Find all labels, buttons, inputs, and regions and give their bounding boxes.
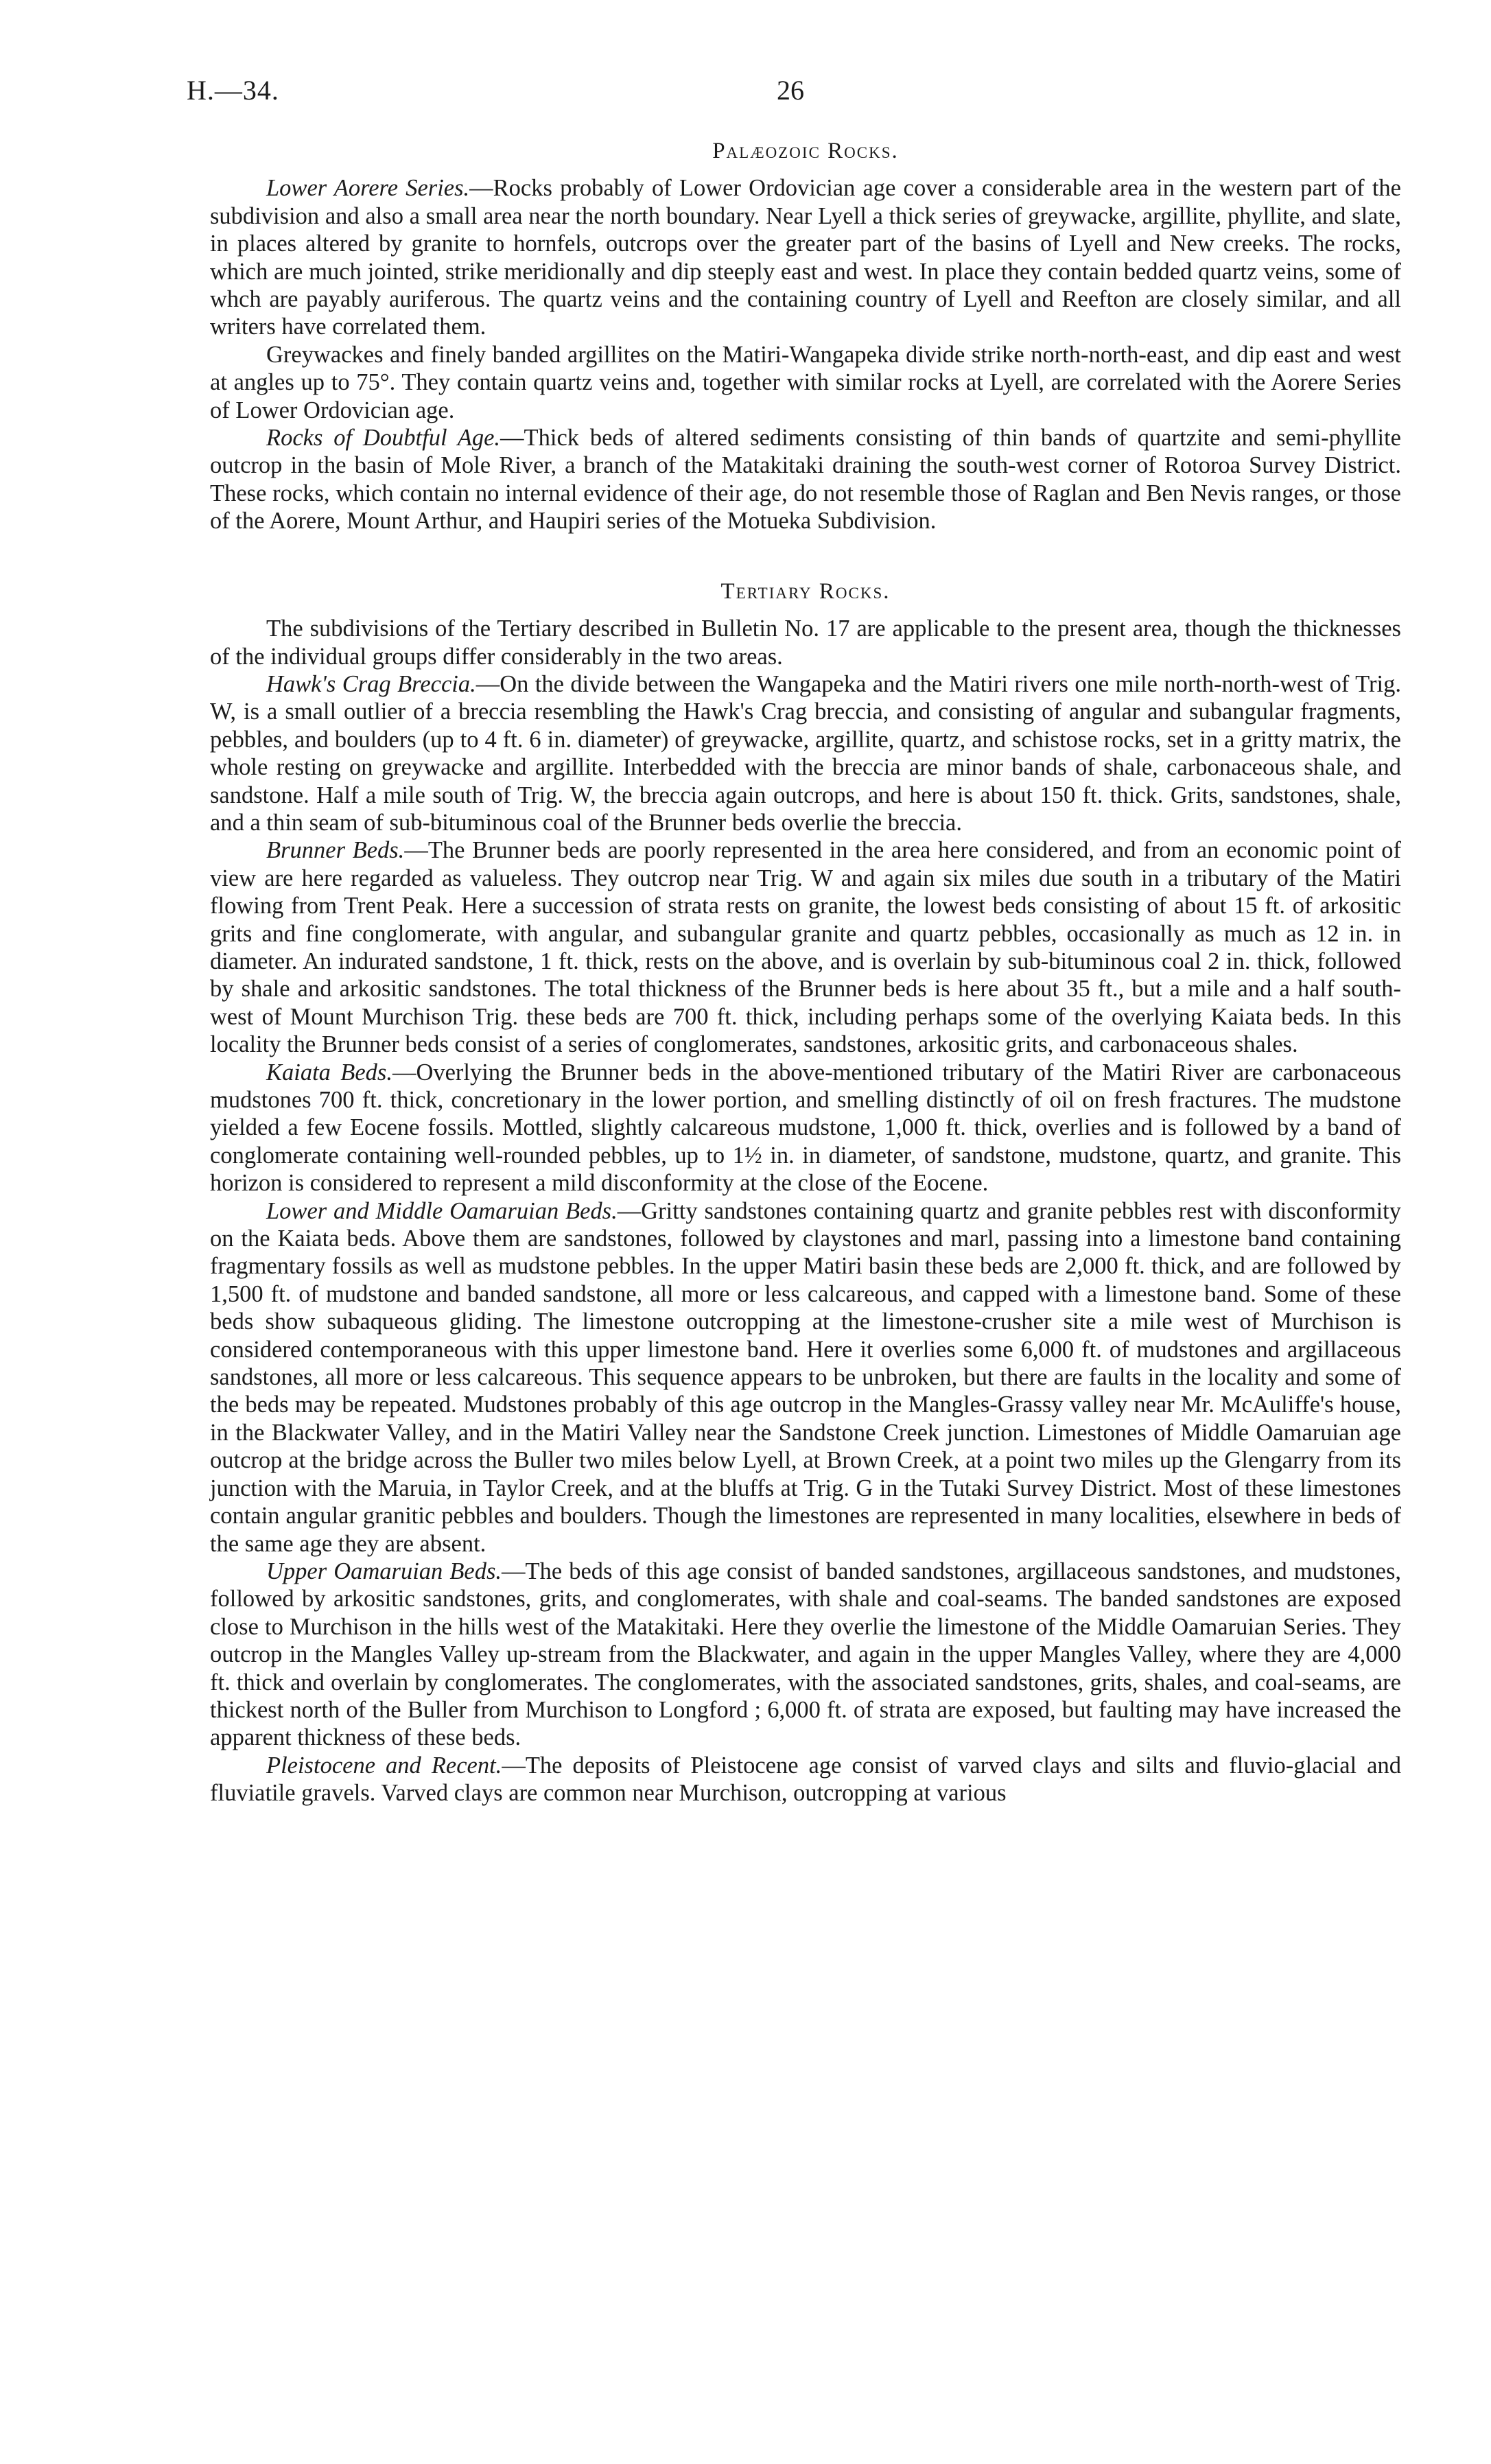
paragraph-hawks-crag <box>210 670 1401 836</box>
section-heading-palaeozoic: Palæozoic Rocks. <box>712 139 899 163</box>
paragraph-text: —The beds of this age consist of banded sandstones, argillaceous sandstones, and mudstones, followed by arkositic sandstones, grits, and conglomerates, with shale and coal-seams. The banded sandstones are exposed close to Murchison in the hills west of the Matakitaki. Here they overlie the limestone of the Middle Oamaruian Series. They outcrop in the Mangles Valley up-stream from the Blackwater, and again in the upper Mangles Valley, where they are 4,000 ft. thick and overlain by conglomerates. The conglomerates, with the associated sandstones, grits, shales, and coal-seams, are thickest north of the Buller from Murchison to Longford ; 6,000 ft. of strata are exposed, but faulting may have increased the apparent thickness of these beds. <box>210 1558 1401 1751</box>
paragraph-lead: Hawk's Crag Breccia. <box>266 670 476 697</box>
paragraph-text: Greywackes and finely banded argillites on the Matiri-Wangapeka divide strike north-north-east, and dip east and west at angles up to 75°. They contain quartz veins and, together with similar rocks at Lyell, are correlated with the Aorere Series of Lower Ordovician age. <box>210 341 1401 423</box>
paragraph-text: —On the divide between the Wangapeka and the Matiri rivers one mile north-north-west of Trig. W, is a small outlier of a breccia resembling the Hawk's Crag breccia, and consisting of angular and subangular fragments, pebbles, and boulders (up to 4 ft. 6 in. diameter) of greywacke, argillite, quartz, and schistose rocks, set in a gritty matrix, the whole resting on greywacke and argillite. Interbedded with the breccia are minor bands of shale, carbonaceous shale, and sandstone. Half a mile south of Trig. W, the breccia again outcrops, and here is about 150 ft. thick. Grits, sandstones, shale, and a thin seam of sub-bituminous coal of the Brunner beds overlie the breccia. <box>210 670 1401 836</box>
paragraph-lead: Rocks of Doubtful Age. <box>266 425 501 451</box>
paragraph-kaiata-beds <box>210 1059 1401 1197</box>
paragraph-lead: Kaiata Beds. <box>266 1059 392 1086</box>
paragraph-tertiary-intro <box>210 615 1401 670</box>
paragraph-text: —Overlying the Brunner beds in the above-mentioned tributary of the Matiri River are carbonaceous mudstones 700 ft. thick, concretionary in the lower portion, and smelling distinctly of oil on fresh fractures. The mudstone yielded a few Eocene fossils. Mottled, slightly calcareous mudstone, 1,000 ft. thick, overlies and is followed by a band of conglomerate containing well-rounded pebbles, up to 1½ in. in diameter, of sandstone, mudstone, quartz, and granite. This horizon is considered to represent a mild disconformity at the close of the Eocene. <box>210 1059 1401 1197</box>
paragraph-lower-middle-oamaruian <box>210 1197 1401 1558</box>
paragraph-upper-oamaruian <box>210 1558 1401 1752</box>
paragraph-brunner-beds <box>210 836 1401 1058</box>
section-heading-tertiary: Tertiary Rocks. <box>720 578 891 604</box>
paragraph-text: —The Brunner beds are poorly represented in the area here considered, and from an economic point of view are here regarded as valueless. They outcrop near Trig. W and again six miles due south in a tributary of the Matiri flowing from Trent Peak. Here a succession of strata rests on granite, the lowest beds consisting of about 15 ft. of arkositic grits and fine conglomerate, with angular, and subangular granite and quartz pebbles, occasionally as much as 12 in. in diameter. An indurated sandstone, 1 ft. thick, rests on the above, and is overlain by sub-bituminous coal 2 in. thick, followed by shale and arkositic sandstones. The total thickness of the Brunner beds is here about 35 ft., but a mile and a half south-west of Mount Murchison Trig. these beds are 700 ft. thick, including perhaps some of the overlying Kaiata beds. In this locality the Brunner beds consist of a series of conglomerates, sandstones, arkositic grits, and carbonaceous shales. <box>210 837 1401 1058</box>
report-reference: H.—34. <box>187 75 279 106</box>
paragraph-text: The subdivisions of the Tertiary described in Bulletin No. 17 are applicable to the present area, though the thicknesses of the individual groups differ considerably in the two areas. <box>210 615 1401 670</box>
paragraph-pleistocene-recent <box>210 1752 1401 1807</box>
paragraph-lead: Lower Aorere Series. <box>266 175 470 202</box>
paragraph-text: —Thick beds of altered sediments consisting of thin bands of quartzite and semi-phyllite outcrop in the basin of Mole River, a branch of the Matakitaki draining the south-west corner of Rotoroa Survey District. These rocks, which contain no internal evidence of their age, do not resemble those of Raglan and Ben Nevis ranges, or those of the Aorere, Mount Arthur, and Haupiri series of the Motueka Subdivision. <box>210 425 1401 535</box>
paragraph-greywackes <box>210 341 1401 424</box>
paragraph-text: —Rocks probably of Lower Ordovician age cover a considerable area in the western part of the subdivision and also a small area near the north boundary. Near Lyell a thick series of greywacke, argillite, phyllite, and slate, in places altered by granite to hornfels, outcrops over the greater part of the basins of Lyell and New creeks. The rocks, which are much jointed, strike meridionally and dip steeply east and west. In place they contain bedded quartz veins, some of whch are payably auriferous. The quartz veins and the containing country of Lyell and Reefton are closely similar, and all writers have correlated them. <box>210 175 1401 340</box>
paragraph-lead: Brunner Beds. <box>266 837 405 864</box>
page-number: 26 <box>777 75 804 106</box>
paragraph-lead: Upper Oamaruian Beds. <box>266 1558 502 1584</box>
paragraph-text: —The deposits of Pleistocene age consist of varved clays and silts and fluvio-glacial and fluviatile gravels. Varved clays are common near Murchison, outcropping at various <box>210 1752 1401 1807</box>
paragraph-lead: Lower and Middle Oamaruian Beds. <box>266 1197 618 1224</box>
paragraph-lead: Pleistocene and Recent. <box>266 1752 502 1779</box>
body-text <box>210 137 1401 1807</box>
paragraph-text: —Gritty sandstones containing quartz and granite pebbles rest with disconformity on the Kaiata beds. Above them are sandstones, followed by claystones and marl, passing into a limestone band containing fragmentary fossils as well as mudstone pebbles. In the upper Matiri basin these beds are 2,000 ft. thick, and are followed by 1,500 ft. of mudstone and banded sandstone, all more or less calcareous, and capped with a limestone band. Some of these beds show subaqueous gliding. The limestone outcropping at the limestone-crusher site a mile west of Murchison is considered contemporaneous with this upper limestone band. Here it overlies some 6,000 ft. of mudstones and argillaceous sandstones, all more or less calcareous. This sequence appears to be unbroken, but there are faults in the locality and some of the beds may be repeated. Mudstones probably of this age outcrop in the Mangles-Grassy valley near Mr. McAuliffe's house, in the Blackwater Valley, and in the Matiri Valley near the Sandstone Creek junction. Limestones of Middle Oamaruian age outcrop at the bridge across the Buller two miles below Lyell, at Brown Creek, at a point two miles up the Glengarry from its junction with the Maruia, in Taylor Creek, and at the bluffs at Trig. G in the Tutaki Survey District. Most of these limestones contain angular granitic pebbles and boulders. Though the limestones are represented in many localities, elsewhere in beds of the same age they are absent. <box>210 1197 1401 1557</box>
paragraph-lower-aorere <box>210 174 1401 340</box>
paragraph-doubtful-age <box>210 424 1401 535</box>
